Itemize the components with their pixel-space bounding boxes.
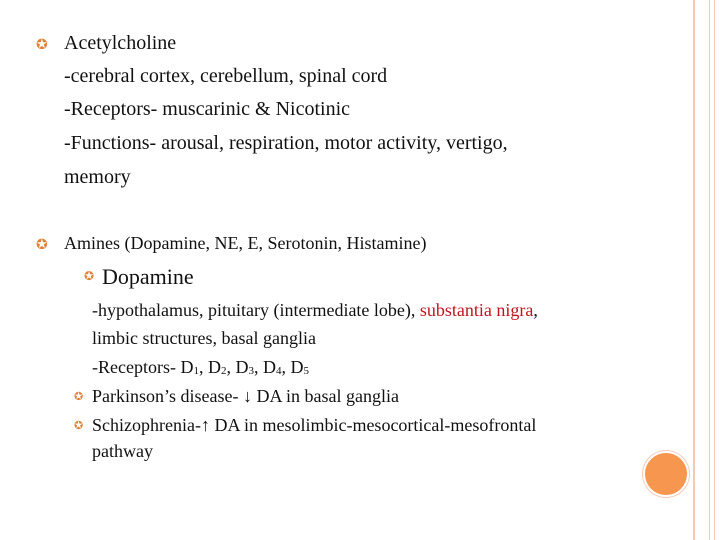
bullet-icon: ✪ — [74, 390, 84, 403]
decor-stripe — [714, 0, 715, 540]
location-text: -hypothalamus, pituitary (intermediate lobe), — [92, 300, 420, 320]
schizophrenia-line-2: pathway — [92, 441, 153, 461]
bullet-icon: ✪ — [36, 237, 48, 253]
bullet-icon: ✪ — [36, 37, 48, 53]
receptor-subscript: 4 — [275, 365, 282, 377]
receptor-separator: , D — [281, 357, 304, 377]
receptor-subscript: 2 — [220, 365, 227, 377]
decor-circle — [643, 451, 689, 497]
receptor-subscript: 1 — [193, 365, 199, 377]
bullet-icon: ✪ — [84, 269, 95, 283]
parkinson-line: Parkinson’s disease- ↓ DA in basal ganglia — [92, 386, 399, 406]
bullet-icon: ✪ — [74, 419, 84, 432]
decor-stripe — [693, 0, 695, 540]
receptor-subscript: 5 — [303, 365, 309, 377]
dopamine-receptors — [92, 357, 309, 378]
amines-title: Amines (Dopamine, NE, E, Serotonin, Histamine) — [64, 233, 427, 253]
receptor-subscript: 3 — [248, 365, 254, 377]
substantia-nigra-highlight: substantia nigra — [419, 300, 534, 320]
schizophrenia-line: Schizophrenia-↑ DA in mesolimbic-mesocortical-mesofrontal — [92, 415, 537, 435]
ach-line-2: -Receptors- muscarinic & Nicotinic — [64, 98, 351, 120]
dopamine-title: Dopamine — [102, 264, 194, 289]
location-text-end: , — [533, 300, 538, 320]
dopamine-location-line-2: limbic structures, basal ganglia — [92, 328, 316, 348]
ach-line-1: -cerebral cortex, cerebellum, spinal cord — [64, 65, 388, 87]
ach-line-3: -Functions- arousal, respiration, motor activity, vertigo, — [64, 132, 508, 154]
decor-stripe — [709, 0, 710, 540]
receptor-separator: , D — [198, 357, 221, 377]
ach-title: Acetylcholine — [64, 32, 177, 54]
dopamine-location-line — [92, 300, 538, 321]
ach-line-4: memory — [64, 166, 131, 188]
receptor-separator: , D — [253, 357, 276, 377]
receptors-label: -Receptors- D — [92, 357, 194, 377]
receptor-separator: , D — [226, 357, 249, 377]
